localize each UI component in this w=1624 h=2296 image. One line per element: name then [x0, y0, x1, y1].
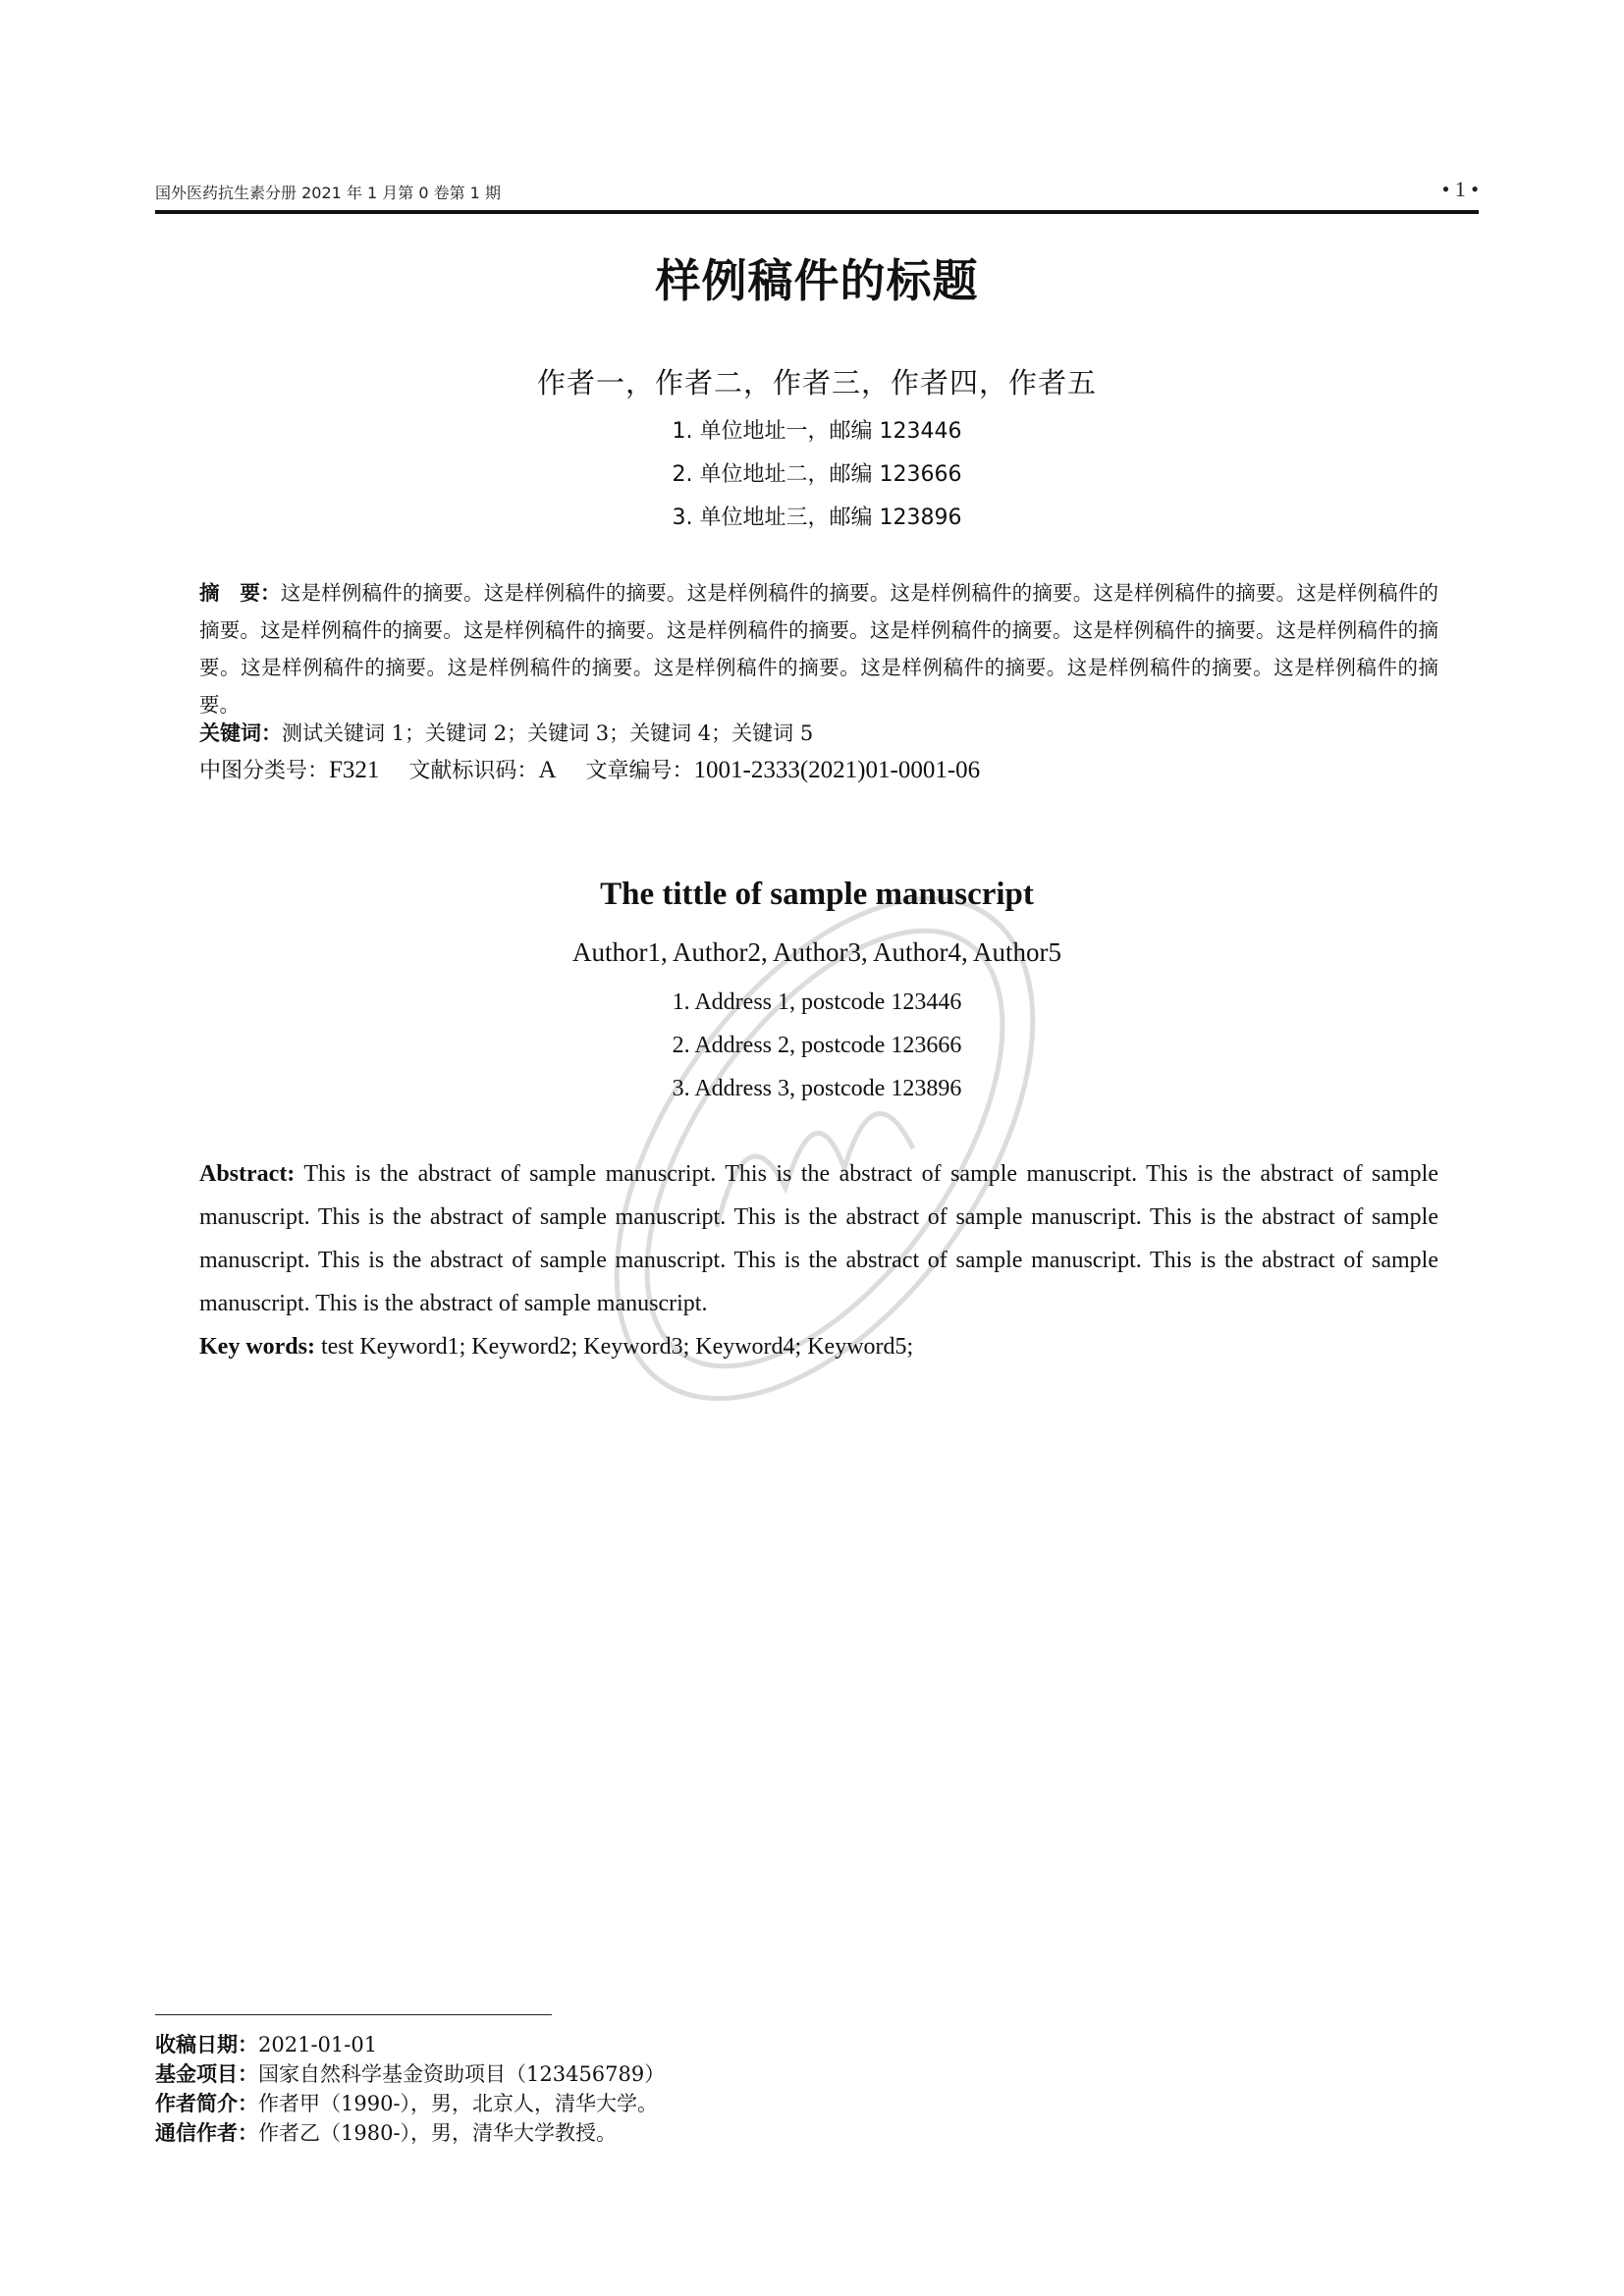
- footnotes: [155, 2030, 1479, 2148]
- footnote-rule: [155, 2014, 552, 2015]
- keywords-english: [199, 1325, 1438, 1368]
- classification-line: [199, 752, 1438, 790]
- title-english: The tittle of sample manuscript: [600, 877, 1034, 912]
- footnote-label: 收稿日期：: [155, 2033, 258, 2056]
- doc-code-label: 文献标识码：: [408, 759, 539, 783]
- abstract-label-english: Abstract:: [199, 1161, 296, 1187]
- header-rule: [155, 210, 1479, 214]
- abstract-label-chinese: 摘 要：: [199, 581, 281, 605]
- affiliations-chinese: [155, 410, 1479, 540]
- footnote-label: 基金项目：: [155, 2062, 258, 2086]
- keywords-label-english: Key words:: [199, 1334, 315, 1360]
- footnote-text: 作者乙（1980-），男，清华大学教授。: [258, 2121, 618, 2145]
- footnote-corresponding: [155, 2118, 1479, 2148]
- keywords-label-chinese: 关键词：: [199, 721, 282, 745]
- affiliation-line: 1. 单位地址一，邮编 123446: [672, 419, 962, 444]
- footnote-label: 通信作者：: [155, 2121, 258, 2145]
- footnote-author-bio: [155, 2089, 1479, 2118]
- abstract-chinese: [199, 574, 1438, 723]
- footnote-received: [155, 2030, 1479, 2059]
- title-chinese: 样例稿件的标题: [655, 254, 979, 307]
- abstract-text-english: This is the abstract of sample manuscript. This is the abstract of sample manuscript. This is the abstract of sample manuscript. This is the abstract of sample manuscript. This is the abstract of sample manuscript. This is the abstract of sample manuscript. This is the abstract of sample manuscript. This is the abstract of sample manuscript. This is the abstract of sample manuscript. This is the abstract of sample manuscript.: [199, 1161, 1438, 1316]
- affiliation-line: 2. 单位地址二，邮编 123666: [672, 462, 962, 487]
- journal-name: 国外医药抗生素分册 2021 年 1 月第 0 卷第 1 期: [155, 184, 501, 202]
- watermark-logo: [491, 815, 1159, 1482]
- doc-code-value: A: [538, 757, 557, 783]
- keywords-text-chinese: 测试关键词 1；关键词 2；关键词 3；关键词 4；关键词 5: [282, 721, 814, 745]
- footnote-funding: [155, 2059, 1479, 2089]
- affiliation-line: 3. Address 3, postcode 123896: [672, 1076, 962, 1101]
- footnote-label: 作者简介：: [155, 2092, 258, 2115]
- abstract-english: [199, 1152, 1438, 1325]
- clc-label: 中图分类号：: [199, 759, 330, 783]
- affiliation-line: 2. Address 2, postcode 123666: [672, 1033, 962, 1058]
- clc-value: F321: [329, 757, 380, 783]
- affiliations-english: [155, 981, 1479, 1110]
- authors-chinese: 作者一，作者二，作者三，作者四，作者五: [536, 366, 1097, 400]
- affiliation-line: 3. 单位地址三，邮编 123896: [672, 506, 962, 530]
- footnote-text: 作者甲（1990-），男，北京人，清华大学。: [258, 2092, 659, 2115]
- article-no-label: 文章编号：: [585, 759, 694, 783]
- keywords-chinese: [199, 715, 1438, 752]
- keywords-text-english: test Keyword1; Keyword2; Keyword3; Keyword4; Keyword5;: [314, 1334, 914, 1360]
- running-header: [155, 177, 1479, 210]
- footnote-text: 2021-01-01: [258, 2033, 378, 2056]
- footnote-text: 国家自然科学基金资助项目（123456789）: [258, 2062, 666, 2086]
- article-no-value: 1001-2333(2021)01-0001-06: [693, 757, 981, 783]
- abstract-text-chinese: 这是样例稿件的摘要。这是样例稿件的摘要。这是样例稿件的摘要。这是样例稿件的摘要。这是样例稿件的摘要。这是样例稿件的摘要。这是样例稿件的摘要。这是样例稿件的摘要。这是样例稿件的摘要。这是样例稿件的摘要。这是样例稿件的摘要。这是样例稿件的摘要。这是样例稿件的摘要。这是样例稿件的摘要。这是样例稿件的摘要。这是样例稿件的摘要。这是样例稿件的摘要。这是样例稿件的摘要。: [199, 581, 1439, 717]
- page-number: • 1 •: [1441, 177, 1479, 201]
- affiliation-line: 1. Address 1, postcode 123446: [672, 989, 962, 1015]
- authors-english: Author1, Author2, Author3, Author4, Author5: [572, 937, 1061, 967]
